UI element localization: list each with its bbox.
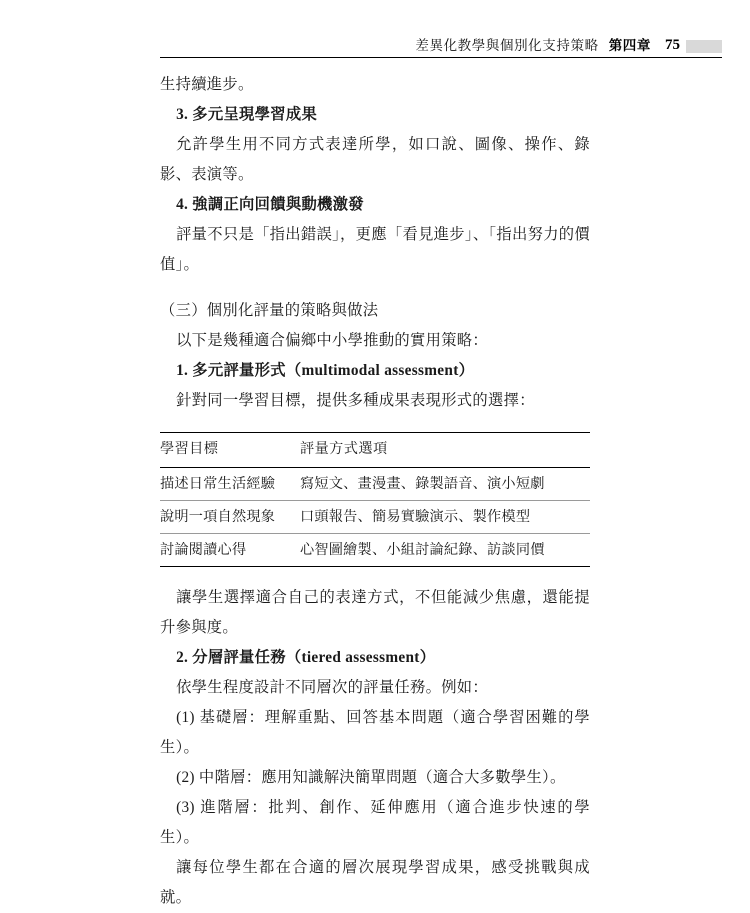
table-row — [160, 468, 590, 501]
table-cell-goal: 說明一項自然現象 — [160, 501, 300, 534]
page-number: 75 — [665, 37, 680, 53]
table-head — [160, 433, 590, 468]
assessment-options-table-wrapper — [160, 432, 590, 567]
table-cell-options: 心智圖繪製、小組討論紀錄、訪談同價 — [300, 534, 590, 567]
spacer — [160, 567, 590, 583]
header-inner — [415, 34, 722, 54]
header-divider-rule — [160, 57, 722, 58]
header-chapter-label: 第四章 — [608, 38, 651, 53]
list-item-tier-3: (3) 進階層：批判、創作、延伸應用（適合進步快速的學生）。 — [160, 799, 590, 846]
paragraph-strategy-2: 依學生程度設計不同層次的評量任務。例如： — [176, 679, 489, 696]
table-header-row — [160, 433, 590, 468]
spacer — [160, 280, 590, 296]
table-body — [160, 468, 590, 567]
heading-item-4: 4. 強調正向回饋與動機激發 — [176, 196, 364, 213]
paragraph-item-4: 評量不只是「指出錯誤」，更應「看見進步」、「指出努力的價值」。 — [160, 226, 590, 273]
paragraph-after-table: 讓學生選擇適合自己的表達方式，不但能減少焦慮，還能提升參與度。 — [160, 589, 590, 636]
table-cell-goal: 討論閱讀心得 — [160, 534, 300, 567]
table-cell-goal: 描述日常生活經驗 — [160, 468, 300, 501]
running-header — [0, 34, 750, 56]
assessment-options-table — [160, 432, 590, 567]
page-body — [160, 70, 590, 913]
paragraph-continuation: 生持續進步。 — [160, 76, 254, 93]
table-header-cell-goal: 學習目標 — [160, 433, 300, 468]
paragraph-closing: 讓每位學生都在合適的層次展現學習成果，感受挑戰與成就。 — [160, 859, 590, 906]
table-row — [160, 501, 590, 534]
section-intro: 以下是幾種適合偏鄉中小學推動的實用策略： — [176, 332, 489, 349]
section-heading-three: （三）個別化評量的策略與做法 — [160, 302, 379, 319]
table-header-cell-options: 評量方式選項 — [300, 433, 590, 468]
table-row — [160, 534, 590, 567]
heading-strategy-1: 1. 多元評量形式（multimodal assessment） — [176, 362, 475, 379]
table-cell-options: 口頭報告、簡易實驗演示、製作模型 — [300, 501, 590, 534]
heading-strategy-2: 2. 分層評量任務（tiered assessment） — [176, 649, 436, 666]
list-item-tier-1: (1) 基礎層：理解重點、回答基本問題（適合學習困難的學生）。 — [160, 709, 590, 756]
header-swatch-decoration — [686, 40, 722, 53]
table-cell-options: 寫短文、畫漫畫、錄製語音、演小短劇 — [300, 468, 590, 501]
paragraph-item-3: 允許學生用不同方式表達所學，如口說、圖像、操作、錄影、表演等。 — [160, 136, 590, 183]
header-chapter-title: 差異化教學與個別化支持策略 — [415, 38, 599, 53]
paragraph-strategy-1: 針對同一學習目標，提供多種成果表現形式的選擇： — [176, 392, 535, 409]
list-item-tier-2: (2) 中階層：應用知識解決簡單問題（適合大多數學生）。 — [176, 769, 566, 786]
heading-item-3: 3. 多元呈現學習成果 — [176, 106, 318, 123]
